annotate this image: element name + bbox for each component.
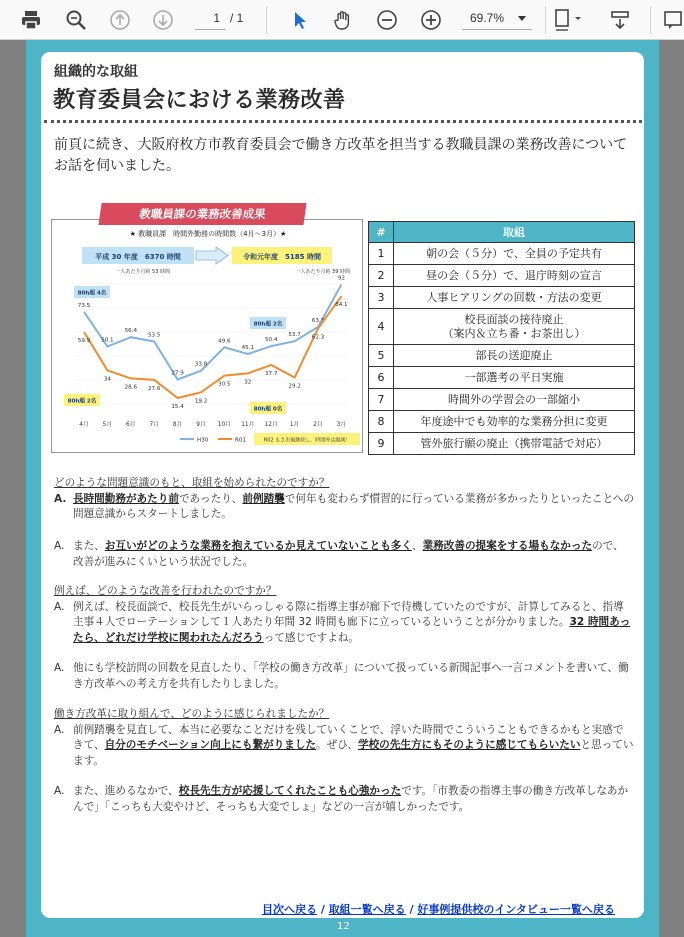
hand-tool-icon[interactable]: [328, 5, 358, 35]
row-number: 8: [369, 411, 394, 433]
row-number: 9: [369, 433, 394, 455]
x-tick-label: 5月: [102, 422, 113, 428]
measures-table: [368, 221, 635, 455]
row-measure-line: 校長面談の接待廃止: [464, 312, 564, 326]
data-label: 63.3: [311, 317, 325, 324]
row-number: 4: [369, 309, 394, 345]
intro-paragraph: 前頁に続き、大阪府枚方市教育委員会で働き方改革を担当する教職員課の業務改善についてお話を伺いました。: [54, 137, 628, 174]
data-label: 19.2: [194, 398, 208, 405]
callout-label: 80h超 2名: [67, 398, 97, 405]
chart-svg: [52, 220, 364, 454]
answer-text: と思っています。: [73, 739, 634, 767]
x-tick-label: 4月: [79, 422, 89, 428]
answer-label: A.: [54, 540, 65, 552]
x-tick-label: 2月: [313, 422, 323, 428]
page-total: / 1: [230, 11, 244, 25]
x-tick-label: 12月: [264, 422, 278, 428]
zoom-out-icon[interactable]: [372, 5, 402, 35]
table-row: [369, 411, 635, 433]
page-title: 教育委員会における業務改善: [53, 88, 346, 113]
toc-link[interactable]: 目次へ戻る: [262, 903, 317, 916]
row-number: 7: [369, 389, 394, 411]
link-separator: /: [405, 903, 418, 916]
row-measure: 人事ヒアリングの回数・方法の変更: [394, 287, 635, 309]
data-label: 28.6: [124, 384, 138, 391]
x-tick-label: 8月: [172, 422, 183, 428]
data-label: 27.6: [147, 385, 161, 392]
data-label: 56.4: [124, 328, 138, 335]
row-measure: 一部選考の平日実施: [394, 367, 635, 389]
data-label: 37.7: [264, 370, 278, 377]
table-row: [369, 389, 635, 411]
x-tick-label: 3月: [336, 422, 347, 428]
answer-text: また、: [73, 540, 105, 552]
chart-note: R02 もさ出後継続し、時間外は縮減！: [263, 437, 351, 444]
table-header-item: 取組: [394, 222, 635, 243]
answer-2: [54, 539, 634, 570]
data-label: 29.2: [288, 383, 301, 390]
data-label: 62.3: [311, 334, 325, 341]
qa-block-6: [54, 784, 634, 815]
data-label: 53.7: [288, 332, 301, 339]
answer-6: [54, 784, 634, 815]
answer-label: A.: [54, 785, 65, 797]
data-label: 50.4: [264, 337, 278, 344]
data-label: 92: [337, 275, 345, 282]
x-tick-label: 1月: [289, 422, 300, 428]
table-header-row: [369, 222, 635, 243]
previous-page-icon[interactable]: [105, 5, 135, 35]
next-page-icon[interactable]: [148, 5, 178, 35]
emphasis: 32 時間あったら、どれだけ学校に関われたんだろう: [73, 616, 631, 644]
emphasis: 長時間勤務があたり前: [73, 492, 179, 505]
table-row: [369, 433, 635, 455]
chevron-down-icon: [518, 16, 526, 21]
answer-text: 、: [412, 540, 423, 552]
answer-text: で何年も変わらず慣習的に行っている業務が多かったりといったことへの問題意識からスタートしました。: [73, 492, 634, 520]
table-row: [369, 367, 635, 389]
answer-text: 前例踏襲を見直して、本当に必要なことだけを残していくことで、浮いた時間でこういうこともできるかもと実感できて、: [73, 723, 624, 751]
row-measure: 年度途中でも効率的な業務分担に変更: [394, 411, 635, 433]
answer-text: って感じですよね。: [263, 631, 360, 644]
table-row: [369, 309, 635, 345]
toolbar-divider: [650, 6, 651, 34]
answer-text: 例えば、校長面談で、校長先生がいらっしゃる際に指導主事が廊下で待機していたのですが、計算してみると、指導主事４人でローテーションして１人あたり年間 32 時間も廊下に立っているということが分かりました。: [73, 600, 624, 628]
initiatives-list-link[interactable]: 取組一覧へ戻る: [328, 903, 406, 916]
x-tick-label: 7月: [149, 422, 159, 428]
summary-left: 平成 30 年度 6370 時間: [95, 253, 181, 261]
data-label: 30.5: [218, 381, 231, 388]
row-number: 1: [369, 243, 394, 265]
print-icon[interactable]: [16, 5, 46, 35]
data-label: 50.1: [101, 337, 114, 344]
arrow-icon: [196, 247, 228, 264]
qa-block-4: [54, 661, 634, 692]
answer-1: [54, 492, 634, 523]
answer-text: であったり、: [178, 492, 243, 505]
zoom-select[interactable]: [462, 6, 532, 30]
emphasis: 業務改善の提案をする場もなかった: [422, 540, 593, 552]
chart-subtitle: ★ 教職員課 時間外勤務の時間数（4月～3月）★: [129, 230, 287, 238]
comment-icon[interactable]: [658, 5, 684, 35]
overtime-chart: [51, 219, 363, 453]
answer-text: 。ぜひ、: [316, 739, 358, 751]
data-label: 34: [103, 376, 111, 383]
qa-block-3: [54, 584, 634, 646]
data-label: 45.1: [241, 344, 255, 351]
answer-4: [54, 661, 634, 692]
rotate-page-icon[interactable]: [605, 5, 635, 35]
data-label: 32: [244, 379, 252, 386]
row-number: 6: [369, 367, 394, 389]
table-row: [369, 287, 635, 309]
series-line-R01: [84, 296, 341, 398]
dotted-divider: [44, 120, 642, 123]
emphasis: 自分のモチベーション向上にも繋がりました: [104, 739, 317, 751]
section-kicker: 組織的な取組: [54, 64, 138, 80]
answer-label: A.: [54, 492, 67, 505]
answer-3: [54, 600, 634, 647]
row-number: 2: [369, 265, 394, 287]
legend-label: R01: [235, 437, 247, 444]
qa-block-1: [54, 476, 634, 523]
summary-right-note: 一人あたり月約 39 時間: [295, 269, 350, 275]
answer-text: 他にも学校訪問の回数を見直したり、「学校の働き方改革」について扱っている新聞記事へ一言コメントを書いて、働き方改革への考え方を共有したりしました。: [73, 662, 629, 690]
question-2: 例えば、どのような改善を行われたのですか？: [54, 585, 277, 597]
question-1: どのような問題意識のもと、取組を始められたのですか？: [54, 477, 330, 489]
interview-list-link[interactable]: 好事例提供校のインタビュー一覧へ戻る: [417, 903, 615, 916]
x-tick-label: 9月: [196, 422, 206, 428]
data-label: 59.9: [77, 338, 91, 345]
toolbar-divider: [545, 6, 546, 34]
table-row: [369, 243, 635, 265]
zoom-search-icon[interactable]: [61, 5, 91, 35]
summary-left-note: 一人あたり月約 53 時間: [115, 269, 170, 275]
row-measure: [394, 309, 635, 345]
qa-block-5: [54, 707, 634, 769]
table-header-num: #: [369, 222, 394, 243]
row-number: 3: [369, 287, 394, 309]
answer-text: ので、改善が進みにくいという状況でした。: [73, 540, 624, 568]
pdf-toolbar: [0, 0, 684, 40]
x-tick-label: 10月: [217, 422, 231, 428]
emphasis: 校長先生方が応援してくれたことも心強かった: [178, 785, 402, 797]
row-measure: 時間外の学習会の一部縮小: [394, 389, 635, 411]
question-3: 働き方改革に取り組んで、どのように感じられましたか？: [54, 708, 330, 720]
callout-label: 80h超 0名: [253, 406, 283, 413]
legend-label: H30: [197, 437, 209, 444]
row-measure: 昼の会（５分）で、退庁時刻の宣言: [394, 265, 635, 287]
link-separator: /: [317, 903, 329, 916]
data-label: 33.8: [194, 361, 208, 368]
qa-block-2: [54, 539, 634, 570]
data-label: 15.4: [171, 403, 184, 410]
page-number-input[interactable]: 1: [195, 6, 225, 30]
footer-navigation: [262, 901, 615, 917]
x-tick-label: 11月: [241, 422, 255, 428]
data-label: 49.6: [218, 338, 231, 345]
callout-label: 80h超 4名: [77, 290, 107, 297]
row-measure: 管外旅行願の廃止（携帯電話で対応）: [394, 433, 635, 455]
page-number: 12: [337, 921, 350, 932]
row-measure: 朝の会（５分）で、全員の予定共有: [394, 243, 635, 265]
answer-label: A.: [54, 662, 65, 674]
viewer-gutter: [659, 40, 684, 937]
data-label: 53.5: [147, 332, 161, 339]
fit-page-icon[interactable]: [553, 5, 583, 35]
select-cursor-icon[interactable]: [284, 5, 314, 35]
zoom-in-icon[interactable]: [416, 5, 446, 35]
chart-title: 教職員課の業務改善成果: [98, 203, 306, 225]
table-row: [369, 265, 635, 287]
callout-label: 80h超 2名: [253, 321, 283, 328]
summary-right: 令和元年度 5185 時間: [243, 253, 321, 261]
table-row: [369, 345, 635, 367]
answer-text: また、進めるなかで、: [73, 785, 179, 797]
toolbar-divider: [266, 6, 267, 34]
row-measure-line: （案内＆立ち番・お茶出し）: [442, 326, 586, 340]
emphasis: 学校の先生方にもそのように感じてもらいたい: [357, 739, 581, 751]
data-label: 73.5: [77, 302, 91, 309]
zoom-value: 69.7%: [470, 11, 505, 25]
emphasis: お互いがどのような業務を抱えているか見えていないことも多く: [104, 540, 412, 552]
answer-5: [54, 723, 634, 770]
emphasis: 前例踏襲: [242, 492, 285, 505]
answer-label: A.: [54, 723, 65, 736]
row-measure: 部長の送迎廃止: [394, 345, 635, 367]
answer-label: A.: [54, 600, 65, 613]
x-tick-label: 6月: [126, 422, 136, 428]
data-label: 84.1: [335, 302, 348, 309]
answer-text: です。「市教委の指導主事の働き方改革しなあかんで」「こっちも大変やけど、そっちも大変でしょ」などの一言が嬉しかったです。: [73, 785, 629, 813]
row-number: 5: [369, 345, 394, 367]
data-label: 27.9: [171, 370, 184, 377]
